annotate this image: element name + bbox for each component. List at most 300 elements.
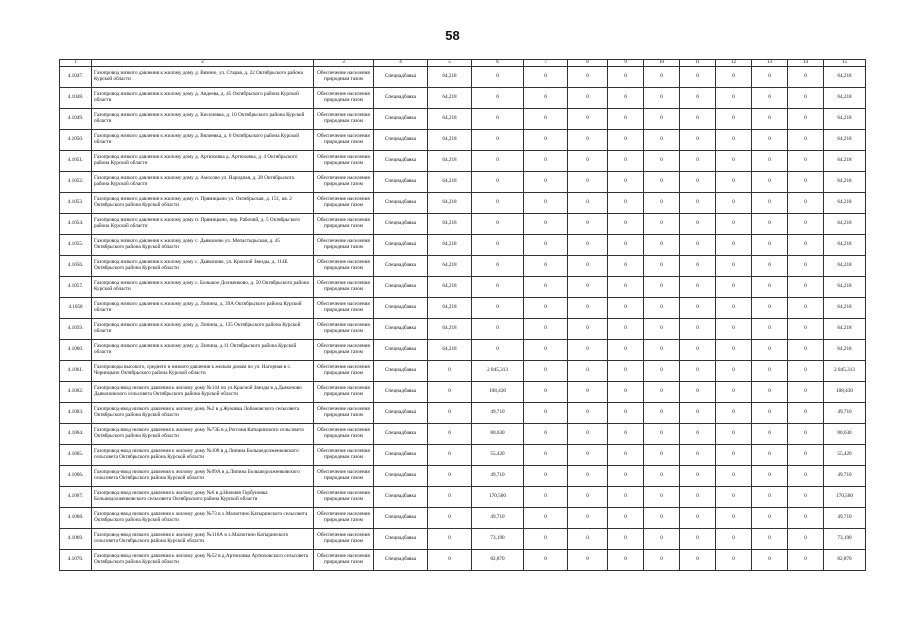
object-name: Газопровод-ввод низкого давления к жилому дому №73Б в д.Рогозня Катыринского сельсовета Октябрьского района Курской области bbox=[92, 423, 314, 444]
value-col-7: 0 bbox=[524, 528, 568, 549]
table-row bbox=[60, 297, 866, 318]
value-col-13: 0 bbox=[752, 339, 788, 360]
value-col-6: 0 bbox=[472, 150, 524, 171]
value-col-12: 0 bbox=[716, 486, 752, 507]
value-col-9: 0 bbox=[608, 465, 644, 486]
value-col-13: 0 bbox=[752, 507, 788, 528]
total-value: 64,218 bbox=[824, 318, 866, 339]
total-value: 80,630 bbox=[824, 423, 866, 444]
funding-source: Спецнадбавка bbox=[374, 381, 428, 402]
value-col-6: 0 bbox=[472, 276, 524, 297]
value-col-8: 0 bbox=[568, 213, 608, 234]
value-col-6: 49,710 bbox=[472, 465, 524, 486]
table-row bbox=[60, 549, 866, 570]
row-number: 4.1064. bbox=[60, 423, 92, 444]
value-col-6: 49,710 bbox=[472, 507, 524, 528]
value-col-10: 0 bbox=[644, 318, 680, 339]
funding-source: Спецнадбавка bbox=[374, 297, 428, 318]
funding-source: Спецнадбавка bbox=[374, 192, 428, 213]
table-row bbox=[60, 150, 866, 171]
purpose: Обеспечение населения природным газом bbox=[314, 444, 374, 465]
value-col-5: 0 bbox=[428, 486, 472, 507]
funding-source: Спецнадбавка bbox=[374, 234, 428, 255]
object-name: Газопровод-ввод низкого давления к жилому дому №2 в д.Жуковка Лобановского сельсовета Октябрьского района Курской области bbox=[92, 402, 314, 423]
value-col-13: 0 bbox=[752, 402, 788, 423]
value-col-12: 0 bbox=[716, 213, 752, 234]
value-col-8: 0 bbox=[568, 129, 608, 150]
value-col-12: 0 bbox=[716, 339, 752, 360]
row-number: 4.1053. bbox=[60, 192, 92, 213]
value-col-7: 0 bbox=[524, 444, 568, 465]
value-col-13: 0 bbox=[752, 528, 788, 549]
table-row bbox=[60, 339, 866, 360]
value-col-13: 0 bbox=[752, 213, 788, 234]
purpose: Обеспечение населения природным газом bbox=[314, 318, 374, 339]
object-name: Газопровод-ввод низкого давления к жилому дому №144 по ул.Красной Звезды в д.Дьяконово Дьяконовского сельсовета Октябрьского района Курской области bbox=[92, 381, 314, 402]
row-number: 4.1059. bbox=[60, 318, 92, 339]
funding-source: Спецнадбавка bbox=[374, 66, 428, 87]
value-col-12: 0 bbox=[716, 171, 752, 192]
row-number: 4.1050. bbox=[60, 129, 92, 150]
object-name: Газопровод-ввод низкого давления к жилому дому №116А в х.Малютино Катыринского сельсовета Октябрьского района Курской области bbox=[92, 528, 314, 549]
purpose: Обеспечение населения природным газом bbox=[314, 360, 374, 381]
value-col-12: 0 bbox=[716, 108, 752, 129]
value-col-12: 0 bbox=[716, 465, 752, 486]
table-row bbox=[60, 129, 866, 150]
value-col-8: 0 bbox=[568, 66, 608, 87]
object-name: Газопровод низкого давления к жилому дому д. Кисилевка, д. 10 Октябрьского района Курской области bbox=[92, 108, 314, 129]
funding-source: Спецнадбавка bbox=[374, 465, 428, 486]
value-col-13: 0 bbox=[752, 129, 788, 150]
value-col-14: 0 bbox=[788, 171, 824, 192]
row-number: 4.1058 bbox=[60, 297, 92, 318]
value-col-10: 0 bbox=[644, 87, 680, 108]
value-col-8: 0 bbox=[568, 402, 608, 423]
value-col-5: 64,218 bbox=[428, 171, 472, 192]
row-number: 4.1066. bbox=[60, 465, 92, 486]
object-name: Газопровод-ввод низкого давления к жилому дому №52 в д.Артюховка Артюховского сельсовета Октябрьского района Курской области bbox=[92, 549, 314, 570]
value-col-14: 0 bbox=[788, 150, 824, 171]
funding-source: Спецнадбавка bbox=[374, 108, 428, 129]
value-col-9: 0 bbox=[608, 423, 644, 444]
value-col-10: 0 bbox=[644, 150, 680, 171]
object-name: Газопровод низкого давления к жилому дому п. Прямицыно, пер. Рабочий, д. 5 Октябрьского района Курской области bbox=[92, 213, 314, 234]
value-col-10: 0 bbox=[644, 465, 680, 486]
purpose: Обеспечение населения природным газом bbox=[314, 276, 374, 297]
value-col-5: 64,218 bbox=[428, 87, 472, 108]
value-col-5: 64,218 bbox=[428, 234, 472, 255]
total-value: 64,218 bbox=[824, 150, 866, 171]
total-value: 64,218 bbox=[824, 192, 866, 213]
value-col-9: 0 bbox=[608, 444, 644, 465]
value-col-10: 0 bbox=[644, 381, 680, 402]
value-col-6: 0 bbox=[472, 255, 524, 276]
value-col-8: 0 bbox=[568, 234, 608, 255]
value-col-8: 0 bbox=[568, 549, 608, 570]
row-number: 4.1065. bbox=[60, 444, 92, 465]
value-col-11: 0 bbox=[680, 402, 716, 423]
value-col-11: 0 bbox=[680, 255, 716, 276]
table-row bbox=[60, 255, 866, 276]
value-col-8: 0 bbox=[568, 507, 608, 528]
funding-source: Спецнадбавка bbox=[374, 213, 428, 234]
purpose: Обеспечение населения природным газом bbox=[314, 108, 374, 129]
value-col-5: 64,218 bbox=[428, 276, 472, 297]
total-value: 49,710 bbox=[824, 402, 866, 423]
value-col-6: 0 bbox=[472, 297, 524, 318]
value-col-13: 0 bbox=[752, 444, 788, 465]
value-col-9: 0 bbox=[608, 507, 644, 528]
total-value: 64,218 bbox=[824, 339, 866, 360]
column-number-14: 14 bbox=[788, 60, 824, 67]
value-col-9: 0 bbox=[608, 276, 644, 297]
value-col-6: 0 bbox=[472, 192, 524, 213]
purpose: Обеспечение населения природным газом bbox=[314, 213, 374, 234]
value-col-11: 0 bbox=[680, 234, 716, 255]
value-col-8: 0 bbox=[568, 465, 608, 486]
value-col-10: 0 bbox=[644, 297, 680, 318]
object-name: Газопровод низкого давления к жилому дому д. Липина, д. 39А Октябрьского района Курской области bbox=[92, 297, 314, 318]
table-row bbox=[60, 213, 866, 234]
value-col-12: 0 bbox=[716, 87, 752, 108]
table-row bbox=[60, 381, 866, 402]
registry-table bbox=[59, 59, 866, 571]
value-col-11: 0 bbox=[680, 486, 716, 507]
value-col-9: 0 bbox=[608, 192, 644, 213]
value-col-14: 0 bbox=[788, 276, 824, 297]
table-row bbox=[60, 402, 866, 423]
value-col-10: 0 bbox=[644, 213, 680, 234]
value-col-10: 0 bbox=[644, 129, 680, 150]
value-col-5: 64,218 bbox=[428, 192, 472, 213]
total-value: 170,500 bbox=[824, 486, 866, 507]
purpose: Обеспечение населения природным газом bbox=[314, 150, 374, 171]
object-name: Газопровод низкого давления к жилому дому д. Вязино, ул. Старая, д. 22 Октябрьского района Курской области bbox=[92, 66, 314, 87]
value-col-14: 0 bbox=[788, 213, 824, 234]
row-number: 4.1052. bbox=[60, 171, 92, 192]
table-row bbox=[60, 234, 866, 255]
value-col-10: 0 bbox=[644, 255, 680, 276]
funding-source: Спецнадбавка bbox=[374, 276, 428, 297]
total-value: 49,710 bbox=[824, 507, 866, 528]
purpose: Обеспечение населения природным газом bbox=[314, 486, 374, 507]
value-col-11: 0 bbox=[680, 150, 716, 171]
value-col-13: 0 bbox=[752, 108, 788, 129]
funding-source: Спецнадбавка bbox=[374, 486, 428, 507]
value-col-10: 0 bbox=[644, 192, 680, 213]
object-name: Газопровод низкого давления к жилому дому д. Вялиевка, д. 6 Октябрьского района Курской области bbox=[92, 129, 314, 150]
value-col-6: 73,190 bbox=[472, 528, 524, 549]
purpose: Обеспечение населения природным газом bbox=[314, 66, 374, 87]
row-number: 4.1063. bbox=[60, 402, 92, 423]
row-number: 4.1047. bbox=[60, 66, 92, 87]
object-name: Газопровод низкого давления к жилому дому д. Амосово ул. Народная, д. 28 Октябрьского района Курской области bbox=[92, 171, 314, 192]
column-number-1: 1 bbox=[60, 60, 92, 67]
value-col-9: 0 bbox=[608, 108, 644, 129]
row-number: 4.1070. bbox=[60, 549, 92, 570]
object-name: Газопровод низкого давления к жилому дому д. Липина, д.11 Октябрьского района Курской области bbox=[92, 339, 314, 360]
value-col-5: 64,218 bbox=[428, 339, 472, 360]
object-name: Газопровод низкого давления к жилому дому с. Дьяконово ул. Мопастырьская, д. 45 Октябрьского района Курской области bbox=[92, 234, 314, 255]
value-col-6: 0 bbox=[472, 213, 524, 234]
value-col-6: 82,870 bbox=[472, 549, 524, 570]
page-number: 58 bbox=[445, 28, 460, 43]
column-number-6: 6 bbox=[472, 60, 524, 67]
total-value: 49,710 bbox=[824, 465, 866, 486]
value-col-8: 0 bbox=[568, 381, 608, 402]
value-col-14: 0 bbox=[788, 339, 824, 360]
value-col-8: 0 bbox=[568, 528, 608, 549]
value-col-13: 0 bbox=[752, 66, 788, 87]
total-value: 64,218 bbox=[824, 255, 866, 276]
value-col-14: 0 bbox=[788, 444, 824, 465]
value-col-11: 0 bbox=[680, 276, 716, 297]
object-name: Газопровод-ввод низкого давления к жилому дому №99А в д.Липина Большедолженковского сельсовета Октябрьского района Курской области bbox=[92, 465, 314, 486]
value-col-12: 0 bbox=[716, 507, 752, 528]
value-col-9: 0 bbox=[608, 360, 644, 381]
value-col-6: 0 bbox=[472, 108, 524, 129]
table-row bbox=[60, 528, 866, 549]
value-col-7: 0 bbox=[524, 360, 568, 381]
row-number: 4.1054. bbox=[60, 213, 92, 234]
row-number: 4.1060. bbox=[60, 339, 92, 360]
column-number-10: 10 bbox=[644, 60, 680, 67]
value-col-8: 0 bbox=[568, 192, 608, 213]
value-col-11: 0 bbox=[680, 444, 716, 465]
value-col-14: 0 bbox=[788, 465, 824, 486]
value-col-5: 64,218 bbox=[428, 318, 472, 339]
total-value: 64,218 bbox=[824, 234, 866, 255]
value-col-7: 0 bbox=[524, 486, 568, 507]
value-col-6: 80,630 bbox=[472, 423, 524, 444]
value-col-12: 0 bbox=[716, 276, 752, 297]
total-value: 64,218 bbox=[824, 297, 866, 318]
funding-source: Спецнадбавка bbox=[374, 150, 428, 171]
value-col-7: 0 bbox=[524, 87, 568, 108]
value-col-5: 64,218 bbox=[428, 297, 472, 318]
value-col-12: 0 bbox=[716, 444, 752, 465]
value-col-9: 0 bbox=[608, 402, 644, 423]
value-col-11: 0 bbox=[680, 129, 716, 150]
value-col-7: 0 bbox=[524, 276, 568, 297]
row-number: 4.1056. bbox=[60, 255, 92, 276]
value-col-9: 0 bbox=[608, 234, 644, 255]
column-number-11: 11 bbox=[680, 60, 716, 67]
purpose: Обеспечение населения природным газом bbox=[314, 381, 374, 402]
row-number: 4.1068. bbox=[60, 507, 92, 528]
value-col-14: 0 bbox=[788, 234, 824, 255]
value-col-9: 0 bbox=[608, 549, 644, 570]
value-col-8: 0 bbox=[568, 255, 608, 276]
value-col-14: 0 bbox=[788, 87, 824, 108]
row-number: 4.1061. bbox=[60, 360, 92, 381]
value-col-12: 0 bbox=[716, 297, 752, 318]
value-col-10: 0 bbox=[644, 528, 680, 549]
value-col-5: 0 bbox=[428, 507, 472, 528]
value-col-10: 0 bbox=[644, 276, 680, 297]
column-number-13: 13 bbox=[752, 60, 788, 67]
value-col-12: 0 bbox=[716, 234, 752, 255]
total-value: 55,420 bbox=[824, 444, 866, 465]
value-col-10: 0 bbox=[644, 66, 680, 87]
value-col-10: 0 bbox=[644, 507, 680, 528]
value-col-11: 0 bbox=[680, 318, 716, 339]
table-row bbox=[60, 276, 866, 297]
row-number: 4.1057. bbox=[60, 276, 92, 297]
value-col-13: 0 bbox=[752, 549, 788, 570]
value-col-5: 0 bbox=[428, 402, 472, 423]
value-col-14: 0 bbox=[788, 507, 824, 528]
value-col-14: 0 bbox=[788, 66, 824, 87]
value-col-13: 0 bbox=[752, 381, 788, 402]
value-col-9: 0 bbox=[608, 150, 644, 171]
table-row bbox=[60, 108, 866, 129]
purpose: Обеспечение населения природным газом bbox=[314, 297, 374, 318]
value-col-13: 0 bbox=[752, 150, 788, 171]
object-name: Газопровод низкого давления к жилому дому д. Артюховка д. Артюховка, д. 4 Октябрьского района Курской области bbox=[92, 150, 314, 171]
table-row bbox=[60, 318, 866, 339]
object-name: Газопровод-ввод низкого давления к жилому дому №6 в д.Нижняя Горбуновка Большедолженковского сельсовета Октябрьского района Курской области bbox=[92, 486, 314, 507]
value-col-12: 0 bbox=[716, 360, 752, 381]
value-col-8: 0 bbox=[568, 171, 608, 192]
total-value: 73,190 bbox=[824, 528, 866, 549]
value-col-5: 0 bbox=[428, 549, 472, 570]
value-col-7: 0 bbox=[524, 129, 568, 150]
column-number-4: 4 bbox=[374, 60, 428, 67]
row-number: 4.1048. bbox=[60, 87, 92, 108]
value-col-12: 0 bbox=[716, 549, 752, 570]
object-name: Газопровод низкого давления к жилому дому д. Авдеева, д. 45 Октябрьского района Курской области bbox=[92, 87, 314, 108]
value-col-10: 0 bbox=[644, 339, 680, 360]
table-row bbox=[60, 192, 866, 213]
row-number: 4.1069. bbox=[60, 528, 92, 549]
purpose: Обеспечение населения природным газом bbox=[314, 255, 374, 276]
column-number-row bbox=[60, 60, 866, 67]
value-col-10: 0 bbox=[644, 486, 680, 507]
value-col-11: 0 bbox=[680, 507, 716, 528]
table-row bbox=[60, 360, 866, 381]
value-col-5: 0 bbox=[428, 465, 472, 486]
total-value: 64,218 bbox=[824, 171, 866, 192]
funding-source: Спецнадбавка bbox=[374, 444, 428, 465]
value-col-12: 0 bbox=[716, 528, 752, 549]
value-col-7: 0 bbox=[524, 234, 568, 255]
value-col-14: 0 bbox=[788, 528, 824, 549]
value-col-7: 0 bbox=[524, 507, 568, 528]
value-col-8: 0 bbox=[568, 318, 608, 339]
value-col-7: 0 bbox=[524, 171, 568, 192]
value-col-9: 0 bbox=[608, 255, 644, 276]
object-name: Газопровод-ввод низкого давления к жилому дому №108 в д.Липина Большедолженковского сельсовета Октябрьского района Курской области bbox=[92, 444, 314, 465]
total-value: 82,870 bbox=[824, 549, 866, 570]
value-col-10: 0 bbox=[644, 402, 680, 423]
object-name: Газопровод низкого давления к жилому дому д. Липина, д. 135 Октябрьского района Курской области bbox=[92, 318, 314, 339]
funding-source: Спецнадбавка bbox=[374, 339, 428, 360]
value-col-6: 170,500 bbox=[472, 486, 524, 507]
column-number-3: 3 bbox=[314, 60, 374, 67]
purpose: Обеспечение населения природным газом bbox=[314, 171, 374, 192]
value-col-6: 108,430 bbox=[472, 381, 524, 402]
value-col-6: 0 bbox=[472, 66, 524, 87]
total-value: 64,218 bbox=[824, 108, 866, 129]
value-col-12: 0 bbox=[716, 255, 752, 276]
table-row bbox=[60, 423, 866, 444]
value-col-11: 0 bbox=[680, 87, 716, 108]
value-col-13: 0 bbox=[752, 297, 788, 318]
value-col-14: 0 bbox=[788, 360, 824, 381]
value-col-11: 0 bbox=[680, 66, 716, 87]
value-col-5: 0 bbox=[428, 423, 472, 444]
value-col-8: 0 bbox=[568, 360, 608, 381]
value-col-7: 0 bbox=[524, 150, 568, 171]
column-number-12: 12 bbox=[716, 60, 752, 67]
value-col-9: 0 bbox=[608, 528, 644, 549]
row-number: 4.1067. bbox=[60, 486, 92, 507]
value-col-13: 0 bbox=[752, 318, 788, 339]
purpose: Обеспечение населения природным газом bbox=[314, 549, 374, 570]
row-number: 4.1062. bbox=[60, 381, 92, 402]
funding-source: Спецнадбавка bbox=[374, 87, 428, 108]
value-col-5: 64,218 bbox=[428, 129, 472, 150]
column-number-5: 5 bbox=[428, 60, 472, 67]
value-col-9: 0 bbox=[608, 129, 644, 150]
funding-source: Спецнадбавка bbox=[374, 528, 428, 549]
purpose: Обеспечение населения природным газом bbox=[314, 423, 374, 444]
value-col-13: 0 bbox=[752, 234, 788, 255]
total-value: 2 845,313 bbox=[824, 360, 866, 381]
value-col-14: 0 bbox=[788, 297, 824, 318]
value-col-13: 0 bbox=[752, 423, 788, 444]
value-col-14: 0 bbox=[788, 549, 824, 570]
value-col-7: 0 bbox=[524, 402, 568, 423]
purpose: Обеспечение населения природным газом bbox=[314, 402, 374, 423]
value-col-7: 0 bbox=[524, 381, 568, 402]
value-col-10: 0 bbox=[644, 444, 680, 465]
value-col-7: 0 bbox=[524, 549, 568, 570]
value-col-6: 0 bbox=[472, 87, 524, 108]
value-col-6: 0 bbox=[472, 339, 524, 360]
column-number-2: 2 bbox=[92, 60, 314, 67]
value-col-10: 0 bbox=[644, 360, 680, 381]
value-col-8: 0 bbox=[568, 297, 608, 318]
object-name: Газопровод-ввод низкого давления к жилому дому №73 в х.Малютино Катыринского сельсовета Октябрьского района Курской области bbox=[92, 507, 314, 528]
table-row bbox=[60, 87, 866, 108]
column-number-15: 15 bbox=[824, 60, 866, 67]
value-col-9: 0 bbox=[608, 486, 644, 507]
funding-source: Спецнадбавка bbox=[374, 129, 428, 150]
value-col-7: 0 bbox=[524, 465, 568, 486]
value-col-11: 0 bbox=[680, 528, 716, 549]
value-col-10: 0 bbox=[644, 108, 680, 129]
value-col-9: 0 bbox=[608, 171, 644, 192]
value-col-14: 0 bbox=[788, 381, 824, 402]
value-col-13: 0 bbox=[752, 192, 788, 213]
value-col-7: 0 bbox=[524, 318, 568, 339]
total-value: 64,218 bbox=[824, 87, 866, 108]
object-name: Газопроводы высокого, среднего и низкого давления к жилым домам по ул. Нагорная в с. Черницыно Октябрьского района Курской области bbox=[92, 360, 314, 381]
value-col-13: 0 bbox=[752, 276, 788, 297]
value-col-11: 0 bbox=[680, 360, 716, 381]
value-col-8: 0 bbox=[568, 276, 608, 297]
value-col-6: 0 bbox=[472, 234, 524, 255]
value-col-14: 0 bbox=[788, 129, 824, 150]
value-col-6: 2 845,313 bbox=[472, 360, 524, 381]
value-col-14: 0 bbox=[788, 402, 824, 423]
value-col-13: 0 bbox=[752, 465, 788, 486]
value-col-7: 0 bbox=[524, 192, 568, 213]
table-row bbox=[60, 66, 866, 87]
purpose: Обеспечение населения природным газом bbox=[314, 192, 374, 213]
